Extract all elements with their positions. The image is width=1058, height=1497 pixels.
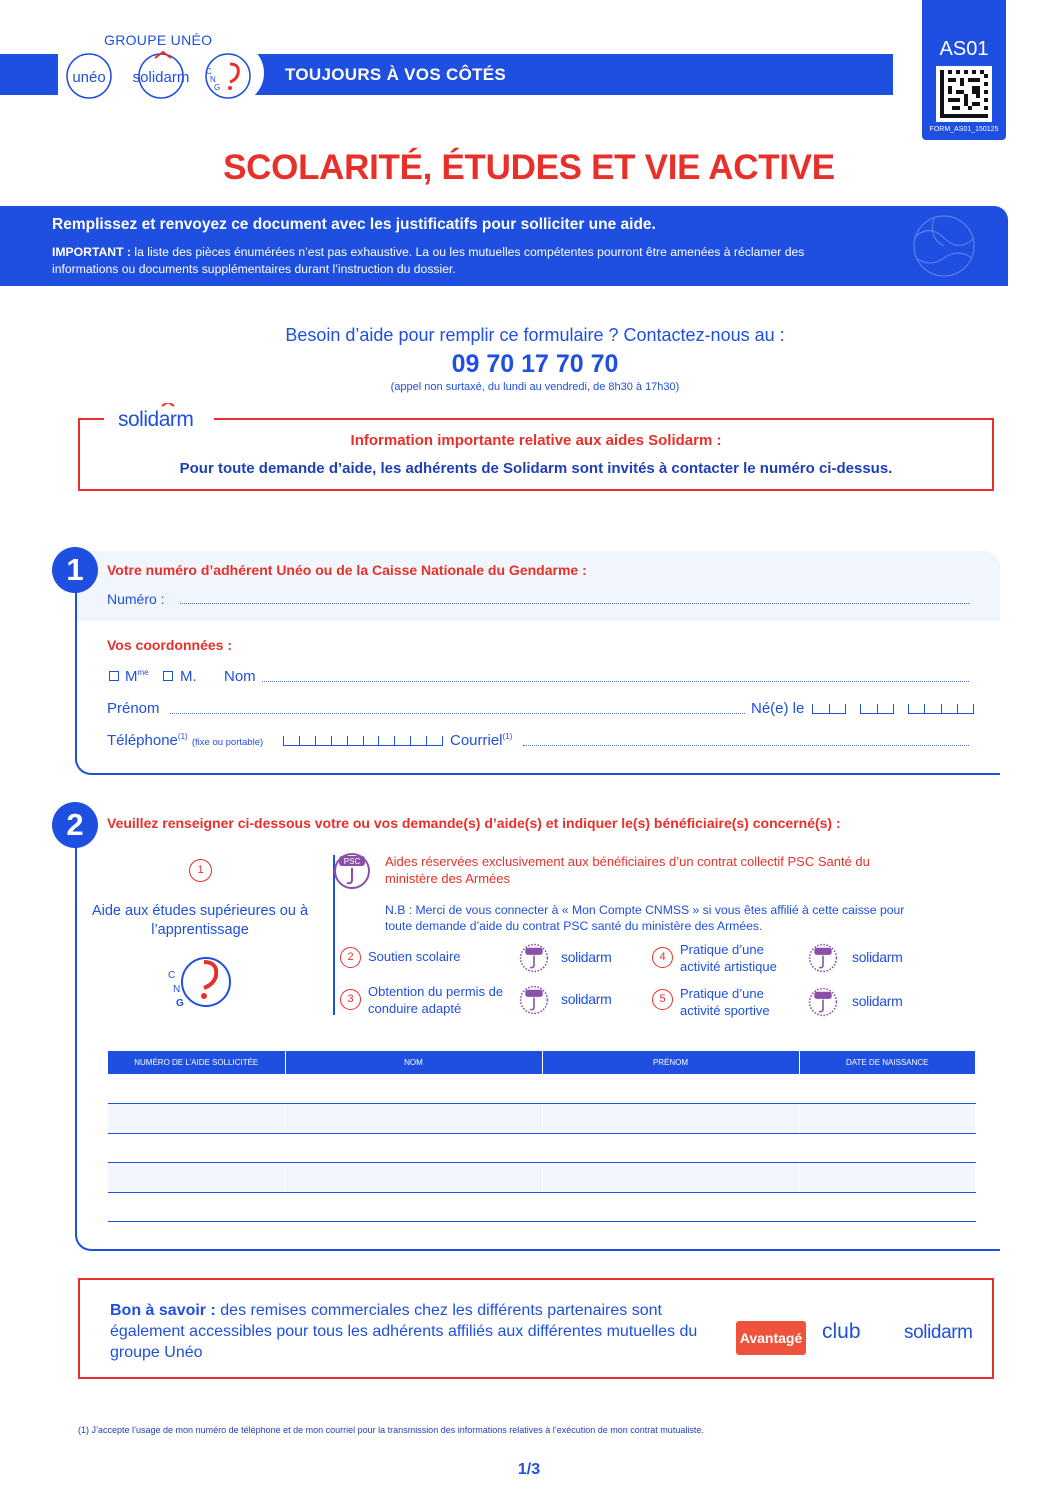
help-line: Besoin d’aide pour remplir ce formulaire ? Contactez-nous au : xyxy=(285,325,785,345)
svg-text:G: G xyxy=(214,83,221,92)
solidarm-small-logo: solidarm xyxy=(852,949,903,965)
aid1-number: 1 xyxy=(189,859,212,882)
courriel-sup: (1) xyxy=(502,732,513,741)
col-header-nom: NOM xyxy=(285,1051,542,1074)
uneo-logo-text: unéo xyxy=(72,69,106,86)
section2-number: 2 xyxy=(52,802,98,848)
table-cell[interactable] xyxy=(108,1163,285,1193)
col-header-birthdate: DATE DE NAISSANCE xyxy=(799,1051,975,1074)
page-number: 1/3 xyxy=(517,1461,541,1478)
mme-text: M xyxy=(125,668,138,685)
table-cell[interactable] xyxy=(108,1104,285,1134)
table-cell[interactable] xyxy=(285,1133,542,1163)
nom-field[interactable] xyxy=(262,681,969,682)
birth-month-field[interactable] xyxy=(860,704,894,714)
col-header-aid-number: NUMÉRO DE L’AIDE SOLLICITÉE xyxy=(108,1051,285,1074)
important-label: IMPORTANT : xyxy=(52,245,131,259)
aid4-label: Pratique d’une activité artistique xyxy=(680,942,777,974)
form-code: AS01 xyxy=(939,38,989,60)
svg-text:N: N xyxy=(210,75,216,84)
section1-question: Votre numéro d’adhérent Unéo ou de la Caisse Nationale du Gendarme : xyxy=(107,562,587,578)
telephone-label xyxy=(107,732,263,749)
solidarm-small-logo: solidarm xyxy=(561,949,612,965)
table-cell[interactable] xyxy=(799,1192,975,1222)
m-label: M. xyxy=(180,668,197,685)
aid3-number: 3 xyxy=(340,989,361,1010)
psc-small-icon xyxy=(519,985,549,1015)
birthdate-label: Né(e) le xyxy=(751,700,805,717)
phone-note: (appel non surtaxé, du lundi au vendredi, de 8h30 à 17h30) xyxy=(390,381,680,393)
psc-badge-icon xyxy=(333,852,371,890)
bon-body: des remises commerciales chez les différents partenaires sont également accessibles pour tous les adhérents affiliés aux différentes mutuelles du groupe Unéo xyxy=(110,1302,698,1361)
table-cell[interactable] xyxy=(799,1104,975,1134)
page-title: SCOLARITÉ, ÉTUDES ET VIE ACTIVE xyxy=(223,148,835,187)
courriel-label xyxy=(450,732,512,749)
nom-label: Nom xyxy=(224,668,256,685)
section1-number: 1 xyxy=(52,547,98,593)
bon-a-savoir-text xyxy=(110,1300,710,1363)
solidarm-info-title: Information importante relative aux aides Solidarm : xyxy=(350,432,722,449)
table-cell[interactable] xyxy=(285,1192,542,1222)
important-text: la liste des pièces énumérées n’est pas exhaustive. La ou les mutuelles compétentes pourront être amenées à réclamer des informations ou documents supplémentaires durant l’instruction du dossier. xyxy=(52,245,805,276)
svg-text:C: C xyxy=(168,970,176,981)
solidarm-small-logo: solidarm xyxy=(561,991,612,1007)
table-row xyxy=(108,1074,975,1104)
solidarm-info-text: Pour toute demande d’aide, les adhérents de Solidarm sont invités à contacter le numéro ci-dessus. xyxy=(179,460,893,477)
solidarm-info-box xyxy=(78,418,994,491)
nb-text: N.B : Merci de vous connecter à « Mon Compte CNMSS » si vous êtes affilié à cette caisse pour toute demande d’aide du contrat PSC santé du ministère des Armées. xyxy=(385,903,905,933)
psc-small-icon xyxy=(808,987,838,1017)
m-checkbox[interactable] xyxy=(163,671,173,681)
mme-label xyxy=(125,668,149,685)
svg-text:N: N xyxy=(173,984,181,995)
header-logos xyxy=(58,42,264,104)
mme-checkbox[interactable] xyxy=(109,671,119,681)
courriel-text: Courriel xyxy=(450,732,503,749)
psc-text: Aides réservées exclusivement aux bénéficiaires d’un contrat collectif PSC Santé du ministère des Armées xyxy=(385,854,870,886)
birth-year-field[interactable] xyxy=(908,704,974,714)
table-cell[interactable] xyxy=(799,1163,975,1193)
table-cell[interactable] xyxy=(542,1074,799,1104)
aid4-number: 4 xyxy=(652,947,673,968)
table-cell[interactable] xyxy=(542,1192,799,1222)
table-cell[interactable] xyxy=(799,1133,975,1163)
table-cell[interactable] xyxy=(542,1133,799,1163)
table-row xyxy=(108,1104,975,1134)
table-cell[interactable] xyxy=(285,1074,542,1104)
numero-field[interactable] xyxy=(180,603,969,604)
table-row xyxy=(108,1133,975,1163)
col-header-prenom: PRÉNOM xyxy=(542,1051,799,1074)
psc-badge-text: PSC xyxy=(343,857,361,866)
table-cell[interactable] xyxy=(108,1133,285,1163)
aid3-label: Obtention du permis de conduire adapté xyxy=(368,984,504,1016)
table-cell[interactable] xyxy=(285,1104,542,1134)
table-cell[interactable] xyxy=(799,1074,975,1104)
telephone-field[interactable] xyxy=(283,736,443,746)
section2-question: Veuillez renseigner ci-dessous votre ou vos demande(s) d’aide(s) et indiquer le(s) bénéficiaire(s) concerné(s) : xyxy=(107,815,841,831)
aid5-number: 5 xyxy=(652,989,673,1010)
datamatrix-code xyxy=(936,66,992,122)
aid2-label: Soutien scolaire xyxy=(368,949,461,964)
club-logo: club xyxy=(822,1320,861,1343)
table-header-row xyxy=(108,1051,975,1074)
slogan: TOUJOURS À VOS CÔTÉS xyxy=(285,65,507,84)
phone-number[interactable]: 09 70 17 70 70 xyxy=(451,350,619,378)
table-cell[interactable] xyxy=(108,1192,285,1222)
table-row xyxy=(108,1163,975,1193)
svg-text:G: G xyxy=(176,998,184,1009)
bon-label: Bon à savoir : xyxy=(110,1302,216,1319)
psc-small-icon xyxy=(808,943,838,973)
solidarm-logo: solidarm xyxy=(118,408,194,431)
aid5-label: Pratique d’une activité sportive xyxy=(680,986,770,1018)
mme-sup: me xyxy=(137,668,149,677)
numero-label: Numéro : xyxy=(107,591,165,607)
svg-text:C: C xyxy=(206,67,212,76)
table-cell[interactable] xyxy=(542,1163,799,1193)
table-cell[interactable] xyxy=(285,1163,542,1193)
table-row xyxy=(108,1192,975,1222)
footnote: (1) J’accepte l’usage de mon numéro de téléphone et de mon courriel pour la transmission des informations relatives à l’exécution de mon contrat mutualiste. xyxy=(78,1425,704,1435)
telephone-text: Téléphone xyxy=(107,732,178,749)
table-cell[interactable] xyxy=(108,1074,285,1104)
coordonnees-label: Vos coordonnées : xyxy=(107,637,232,653)
info-important xyxy=(52,244,852,278)
table-cell[interactable] xyxy=(542,1104,799,1134)
avantage-logo: Avantagé xyxy=(736,1321,806,1355)
aid2-number: 2 xyxy=(340,947,361,968)
courriel-field[interactable] xyxy=(523,745,969,746)
birth-day-field[interactable] xyxy=(812,704,846,714)
cng-logo-icon xyxy=(166,952,232,1010)
aid1-label: Aide aux études supérieures ou à l’apprentissage xyxy=(91,903,309,938)
telephone-sup: (1) xyxy=(177,732,188,741)
psc-small-icon xyxy=(519,943,549,973)
prenom-label: Prénom xyxy=(107,700,160,717)
prenom-field[interactable] xyxy=(170,713,745,714)
solidarm-logo-text: solidarm xyxy=(132,69,190,86)
solidarm-bottom-logo: solidarm xyxy=(904,1322,973,1343)
form-reference: FORM_AS01_150125 xyxy=(929,126,999,133)
telephone-note: (fixe ou portable) xyxy=(191,737,264,748)
beneficiaries-table xyxy=(108,1051,976,1222)
info-main-text: Remplissez et renvoyez ce document avec les justificatifs pour solliciter une aide. xyxy=(52,216,656,233)
hands-icon xyxy=(894,208,994,284)
group-name: GROUPE UNÉO xyxy=(104,32,213,48)
solidarm-small-logo: solidarm xyxy=(852,993,903,1009)
